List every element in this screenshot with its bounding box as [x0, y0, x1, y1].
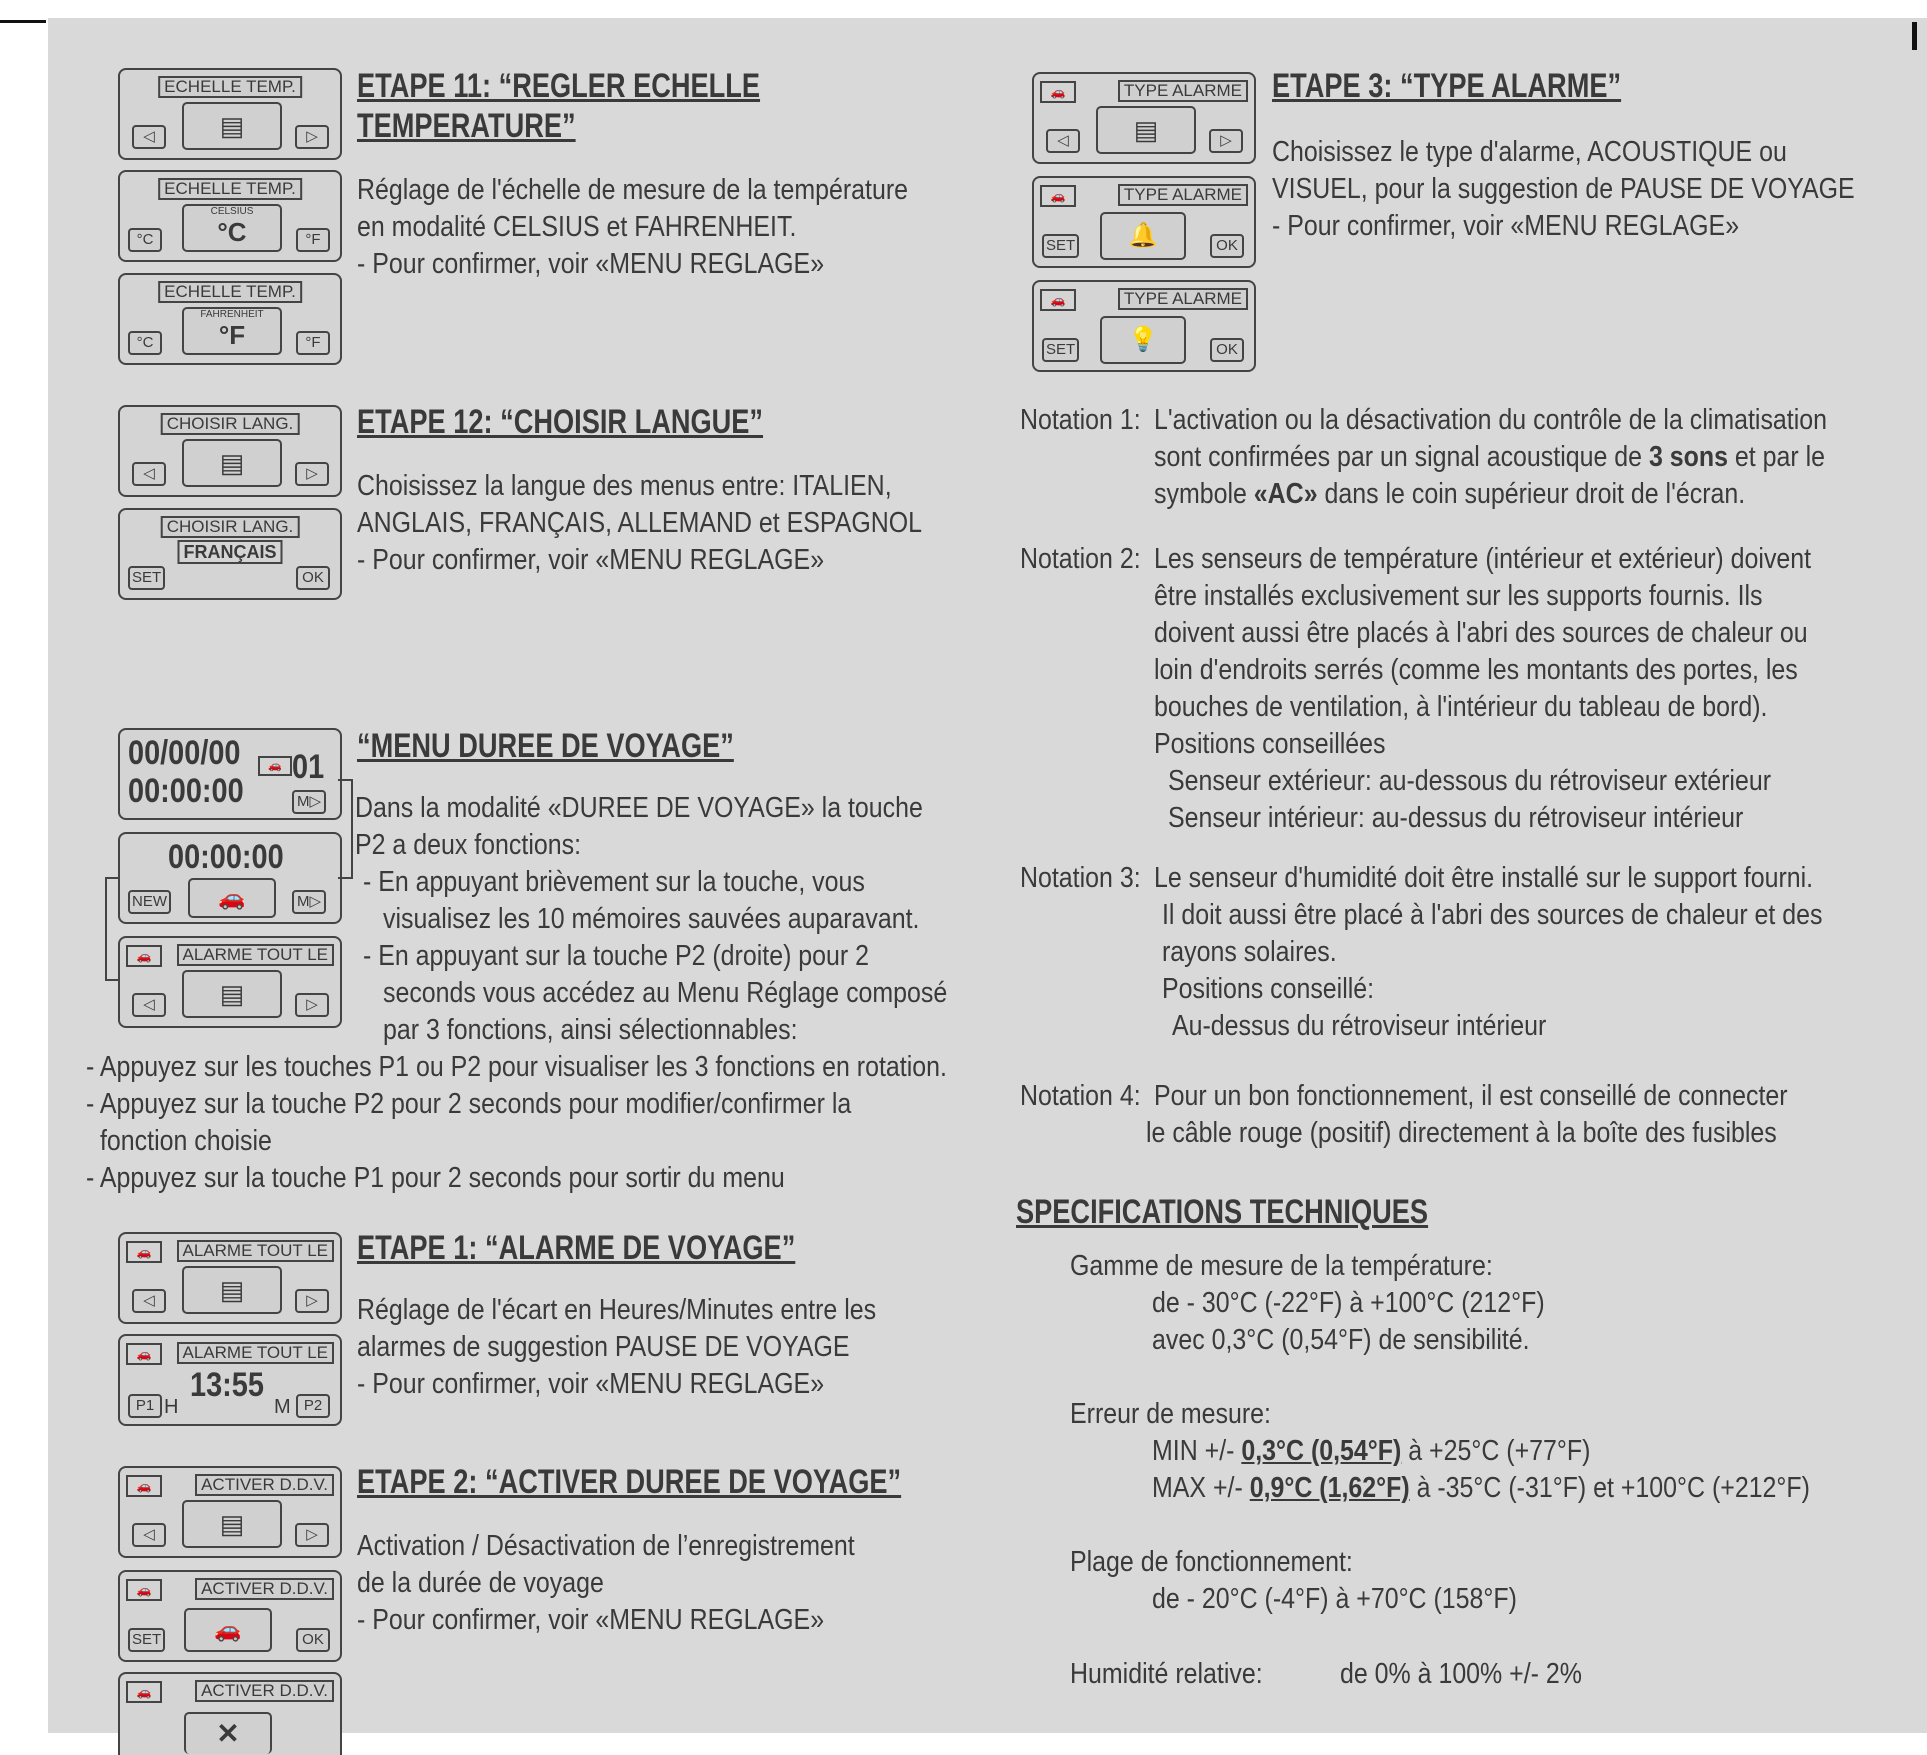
p1-button: P1: [128, 1394, 162, 1418]
celsius-button: °C: [128, 331, 162, 355]
ok-button: OK: [296, 1628, 330, 1652]
menu-text-line: par 3 fonctions, ainsi sélectionnables:: [383, 1014, 798, 1046]
pages-icon: ▤: [182, 970, 282, 1018]
left-arrow-icon: ◁: [132, 993, 166, 1017]
left-arrow-icon: ◁: [132, 1289, 166, 1313]
lcd-alarme-tout-le-time: [118, 1334, 342, 1426]
notation2-line: bouches de ventilation, à l'intérieur du tableau de bord).: [1154, 691, 1768, 723]
text-run: symbole: [1154, 478, 1254, 510]
text-run: dans le coin supérieur droit de l'écran.: [1317, 478, 1746, 510]
step2-text-line: Activation / Désactivation de l’enregistrement: [357, 1530, 855, 1562]
step2-text-line: de la durée de voyage: [357, 1567, 604, 1599]
left-arrow-icon: ◁: [132, 1523, 166, 1547]
car-icon: 🚗: [1040, 289, 1076, 311]
step2-title: ETAPE 2: “ACTIVER DUREE DE VOYAGE”: [357, 1463, 902, 1501]
specs-error-label: Erreur de mesure:: [1070, 1398, 1271, 1430]
fahrenheit-big-label: °F: [218, 320, 246, 350]
bold-run: 0,9°C (1,62°F): [1249, 1472, 1410, 1504]
set-button: SET: [1042, 234, 1079, 258]
lcd-caption: ACTIVER D.D.V.: [195, 1474, 334, 1496]
specs-title: SPECIFICATIONS TECHNIQUES: [1016, 1193, 1429, 1231]
car-icon: 🚗: [184, 1608, 272, 1652]
lcd-caption: ACTIVER D.D.V.: [195, 1680, 334, 1702]
lcd-caption: ECHELLE TEMP.: [158, 178, 302, 200]
new-button: NEW: [128, 890, 171, 914]
step12-text-line: - Pour confirmer, voir «MENU REGLAGE»: [357, 544, 825, 576]
specs-op-line: de - 20°C (-4°F) à +70°C (158°F): [1152, 1583, 1517, 1615]
lcd-type-alarme-menu: [1032, 72, 1256, 164]
notation3-line: rayons solaires.: [1162, 936, 1337, 968]
menu-text-line: visualisez les 10 mémoires sauvées auparavant.: [383, 903, 920, 935]
menu-bullet: - Appuyez sur la touche P2 pour 2 seconds pour modifier/confirmer la: [86, 1088, 852, 1120]
lcd-activer-ddv-menu: [118, 1466, 342, 1558]
left-arrow-icon: ◁: [132, 125, 166, 149]
car-icon: 🚗: [188, 878, 276, 918]
lcd-time: 00:00:00: [128, 772, 244, 810]
fahrenheit-button: °F: [296, 228, 330, 252]
lcd-caption: ACTIVER D.D.V.: [195, 1578, 334, 1600]
hours-label: H: [164, 1396, 179, 1418]
text-run: et par le: [1727, 441, 1826, 473]
celsius-button: °C: [128, 228, 162, 252]
notation4-line: Pour un bon fonctionnement, il est conseillé de connecter: [1154, 1080, 1788, 1112]
menu-text-line: - En appuyant sur la touche P2 (droite) pour 2: [363, 940, 870, 972]
lcd-caption: ALARME TOUT LE: [177, 1342, 335, 1364]
ok-button: OK: [1210, 338, 1244, 362]
menu-bullet: - Appuyez sur la touche P1 pour 2 seconds pour sortir du menu: [86, 1162, 785, 1194]
notation2-sub: Senseur extérieur: au-dessous du rétroviseur extérieur: [1168, 765, 1772, 797]
lcd-caption: TYPE ALARME: [1118, 80, 1248, 102]
step11-title-line2: TEMPERATURE”: [357, 107, 576, 145]
right-arrow-icon: ▷: [295, 993, 329, 1017]
lcd-timer: 00:00:00: [168, 838, 284, 876]
celsius-big-label: °C: [217, 217, 247, 247]
step12-title: ETAPE 12: “CHOISIR LANGUE”: [357, 403, 764, 441]
step3-text-line: Choisissez le type d'alarme, ACOUSTIQUE ou: [1272, 136, 1787, 168]
car-icon: 🚗: [258, 756, 292, 776]
lcd-caption: ALARME TOUT LE: [177, 944, 335, 966]
notation2-line: Les senseurs de température (intérieur et extérieur) doivent: [1154, 543, 1812, 575]
right-arrow-icon: ▷: [1209, 129, 1243, 153]
fahrenheit-button: °F: [296, 331, 330, 355]
step3-text-line: - Pour confirmer, voir «MENU REGLAGE»: [1272, 210, 1740, 242]
text-run: MIN +/-: [1152, 1435, 1242, 1467]
pages-icon: ▤: [1096, 106, 1196, 154]
lcd-activer-ddv-off: [118, 1672, 342, 1755]
step1-title: ETAPE 1: “ALARME DE VOYAGE”: [357, 1229, 796, 1267]
m-button: M▷: [292, 790, 326, 814]
car-icon: 🚗: [126, 1475, 162, 1497]
lcd-activer-ddv-on: [118, 1570, 342, 1662]
bell-icon: 🔔: [1100, 212, 1186, 260]
lcd-caption: CHOISIR LANG.: [161, 413, 300, 435]
pages-icon: ▤: [182, 1266, 282, 1314]
right-arrow-icon: ▷: [295, 125, 329, 149]
menu-title: “MENU DUREE DE VOYAGE”: [357, 727, 734, 765]
notation2-label: Notation 2:: [1020, 543, 1141, 575]
lcd-memory-count: 01: [292, 748, 325, 786]
set-button: SET: [128, 566, 165, 590]
car-icon: 🚗: [126, 1681, 162, 1703]
notation2-line: Positions conseillées: [1154, 728, 1386, 760]
lcd-caption: CHOISIR LANG.: [161, 516, 300, 538]
step2-text-line: - Pour confirmer, voir «MENU REGLAGE»: [357, 1604, 825, 1636]
fahrenheit-display: [182, 307, 282, 355]
menu-text-line: seconds vous accédez au Menu Réglage composé: [383, 977, 948, 1009]
lcd-echelle-temp-menu: [118, 68, 342, 160]
step1-text-line: Réglage de l'écart en Heures/Minutes entre les: [357, 1294, 877, 1326]
specs-range-line: avec 0,3°C (0,54°F) de sensibilité.: [1152, 1324, 1530, 1356]
notation1-label: Notation 1:: [1020, 404, 1141, 436]
fahrenheit-small-label: FAHRENHEIT: [200, 309, 264, 320]
menu-text-line: Dans la modalité «DUREE DE VOYAGE» la touche: [355, 792, 923, 824]
specs-humidity-label: Humidité relative:: [1070, 1658, 1263, 1690]
right-arrow-icon: ▷: [295, 462, 329, 486]
cross-icon: ✕: [184, 1712, 272, 1754]
menu-bullet: - Appuyez sur les touches P1 ou P2 pour visualiser les 3 fonctions en rotation.: [86, 1051, 947, 1083]
text-run: sont confirmées par un signal acoustique de: [1154, 441, 1649, 473]
lcd-echelle-temp-celsius: [118, 170, 342, 262]
step11-text-line: en modalité CELSIUS et FAHRENHEIT.: [357, 211, 797, 243]
car-icon: 🚗: [126, 1343, 162, 1365]
m-button: M▷: [292, 890, 326, 914]
set-button: SET: [1042, 338, 1079, 362]
right-arrow-icon: ▷: [295, 1523, 329, 1547]
light-bulb-icon: 💡: [1100, 316, 1186, 364]
scan-edge-mark: [0, 20, 46, 23]
notation2-sub: Senseur intérieur: au-dessus du rétroviseur intérieur: [1168, 802, 1744, 834]
lcd-caption: ECHELLE TEMP.: [158, 281, 302, 303]
specs-range-label: Gamme de mesure de la température:: [1070, 1250, 1493, 1282]
lcd-caption: ECHELLE TEMP.: [158, 76, 302, 98]
notation1-line: [1154, 439, 1825, 476]
specs-range-line: de - 30°C (-22°F) à +100°C (212°F): [1152, 1287, 1545, 1319]
bold-run: 0,3°C (0,54°F): [1241, 1435, 1402, 1467]
celsius-small-label: CELSIUS: [210, 206, 254, 217]
lcd-caption: ALARME TOUT LE: [177, 1240, 335, 1262]
car-icon: 🚗: [126, 1579, 162, 1601]
text-run: à -35°C (-31°F) et +100°C (+212°F): [1409, 1472, 1810, 1504]
step3-text-line: VISUEL, pour la suggestion de PAUSE DE VOYAGE: [1272, 173, 1855, 205]
menu-bullet: fonction choisie: [100, 1125, 272, 1157]
step11-text-line: Réglage de l'échelle de mesure de la température: [357, 174, 909, 206]
ok-button: OK: [1210, 234, 1244, 258]
pages-icon: ▤: [182, 439, 282, 487]
text-run: MAX +/-: [1152, 1472, 1250, 1504]
pages-icon: ▤: [182, 102, 282, 150]
left-arrow-icon: ◁: [132, 462, 166, 486]
lcd-type-alarme-visual: [1032, 280, 1256, 372]
lcd-alarm-time: 13:55: [190, 1366, 264, 1404]
step11-text-line: - Pour confirmer, voir «MENU REGLAGE»: [357, 248, 825, 280]
step12-text-line: ANGLAIS, FRANÇAIS, ALLEMAND et ESPAGNOL: [357, 507, 923, 539]
celsius-display: [182, 204, 282, 252]
specs-humidity-value: de 0% à 100% +/- 2%: [1340, 1658, 1582, 1690]
notation3-sub: Au-dessus du rétroviseur intérieur: [1172, 1010, 1547, 1042]
scan-edge-mark-right: [1912, 22, 1917, 50]
lcd-echelle-temp-fahrenheit: [118, 273, 342, 365]
notation1-line: [1154, 476, 1745, 513]
notation2-line: loin d'endroits serrés (comme les montants des portes, les: [1154, 654, 1798, 686]
car-icon: 🚗: [1040, 185, 1076, 207]
step3-title: ETAPE 3: “TYPE ALARME”: [1272, 67, 1622, 105]
notation2-line: être installés exclusivement sur les supports fournis. Ils: [1154, 580, 1763, 612]
lcd-type-alarme-acoustic: [1032, 176, 1256, 268]
menu-text-line: P2 a deux fonctions:: [355, 829, 582, 861]
car-icon: 🚗: [126, 945, 162, 967]
lcd-choisir-lang-francais: [118, 508, 342, 600]
step12-text-line: Choisissez la langue des menus entre: ITALIEN,: [357, 470, 892, 502]
set-button: SET: [128, 1628, 165, 1652]
bold-run: «AC»: [1253, 478, 1318, 510]
menu-flow-bracket: [100, 760, 360, 990]
specs-error-max: [1152, 1470, 1810, 1507]
notation3-line: Il doit aussi être placé à l'abri des sources de chaleur et des: [1162, 899, 1823, 931]
ok-button: OK: [296, 566, 330, 590]
pages-icon: ▤: [182, 1500, 282, 1548]
car-icon: 🚗: [126, 1241, 162, 1263]
lcd-choisir-lang-menu: [118, 405, 342, 497]
step1-text-line: alarmes de suggestion PAUSE DE VOYAGE: [357, 1331, 850, 1363]
specs-op-label: Plage de fonctionnement:: [1070, 1546, 1353, 1578]
right-arrow-icon: ▷: [295, 1289, 329, 1313]
lcd-caption: TYPE ALARME: [1118, 288, 1248, 310]
minutes-label: M: [274, 1396, 291, 1418]
notation1-line: L'activation ou la désactivation du contrôle de la climatisation: [1154, 404, 1827, 436]
menu-text-line: - En appuyant brièvement sur la touche, vous: [363, 866, 865, 898]
notation3-line: Positions conseillé:: [1162, 973, 1375, 1005]
step1-text-line: - Pour confirmer, voir «MENU REGLAGE»: [357, 1368, 825, 1400]
specs-error-min: [1152, 1433, 1590, 1470]
lcd-caption: TYPE ALARME: [1118, 184, 1248, 206]
notation4-line: le câble rouge (positif) directement à la boîte des fusibles: [1146, 1117, 1777, 1149]
bold-run: 3 sons: [1648, 441, 1728, 473]
step11-title-line1: ETAPE 11: “REGLER ECHELLE: [357, 67, 761, 105]
p2-button: P2: [296, 1394, 330, 1418]
lcd-alarme-tout-le-menu: [118, 1232, 342, 1324]
car-icon: 🚗: [1040, 81, 1076, 103]
notation3-line: Le senseur d'humidité doit être installé sur le support fourni.: [1154, 862, 1814, 894]
text-run: à +25°C (+77°F): [1401, 1435, 1591, 1467]
notation4-label: Notation 4:: [1020, 1080, 1141, 1112]
lcd-language-value: FRANÇAIS: [178, 540, 283, 564]
lcd-date: 00/00/00: [128, 734, 241, 772]
notation2-line: doivent aussi être placés à l'abri des sources de chaleur ou: [1154, 617, 1808, 649]
notation3-label: Notation 3:: [1020, 862, 1141, 894]
left-arrow-icon: ◁: [1046, 129, 1080, 153]
